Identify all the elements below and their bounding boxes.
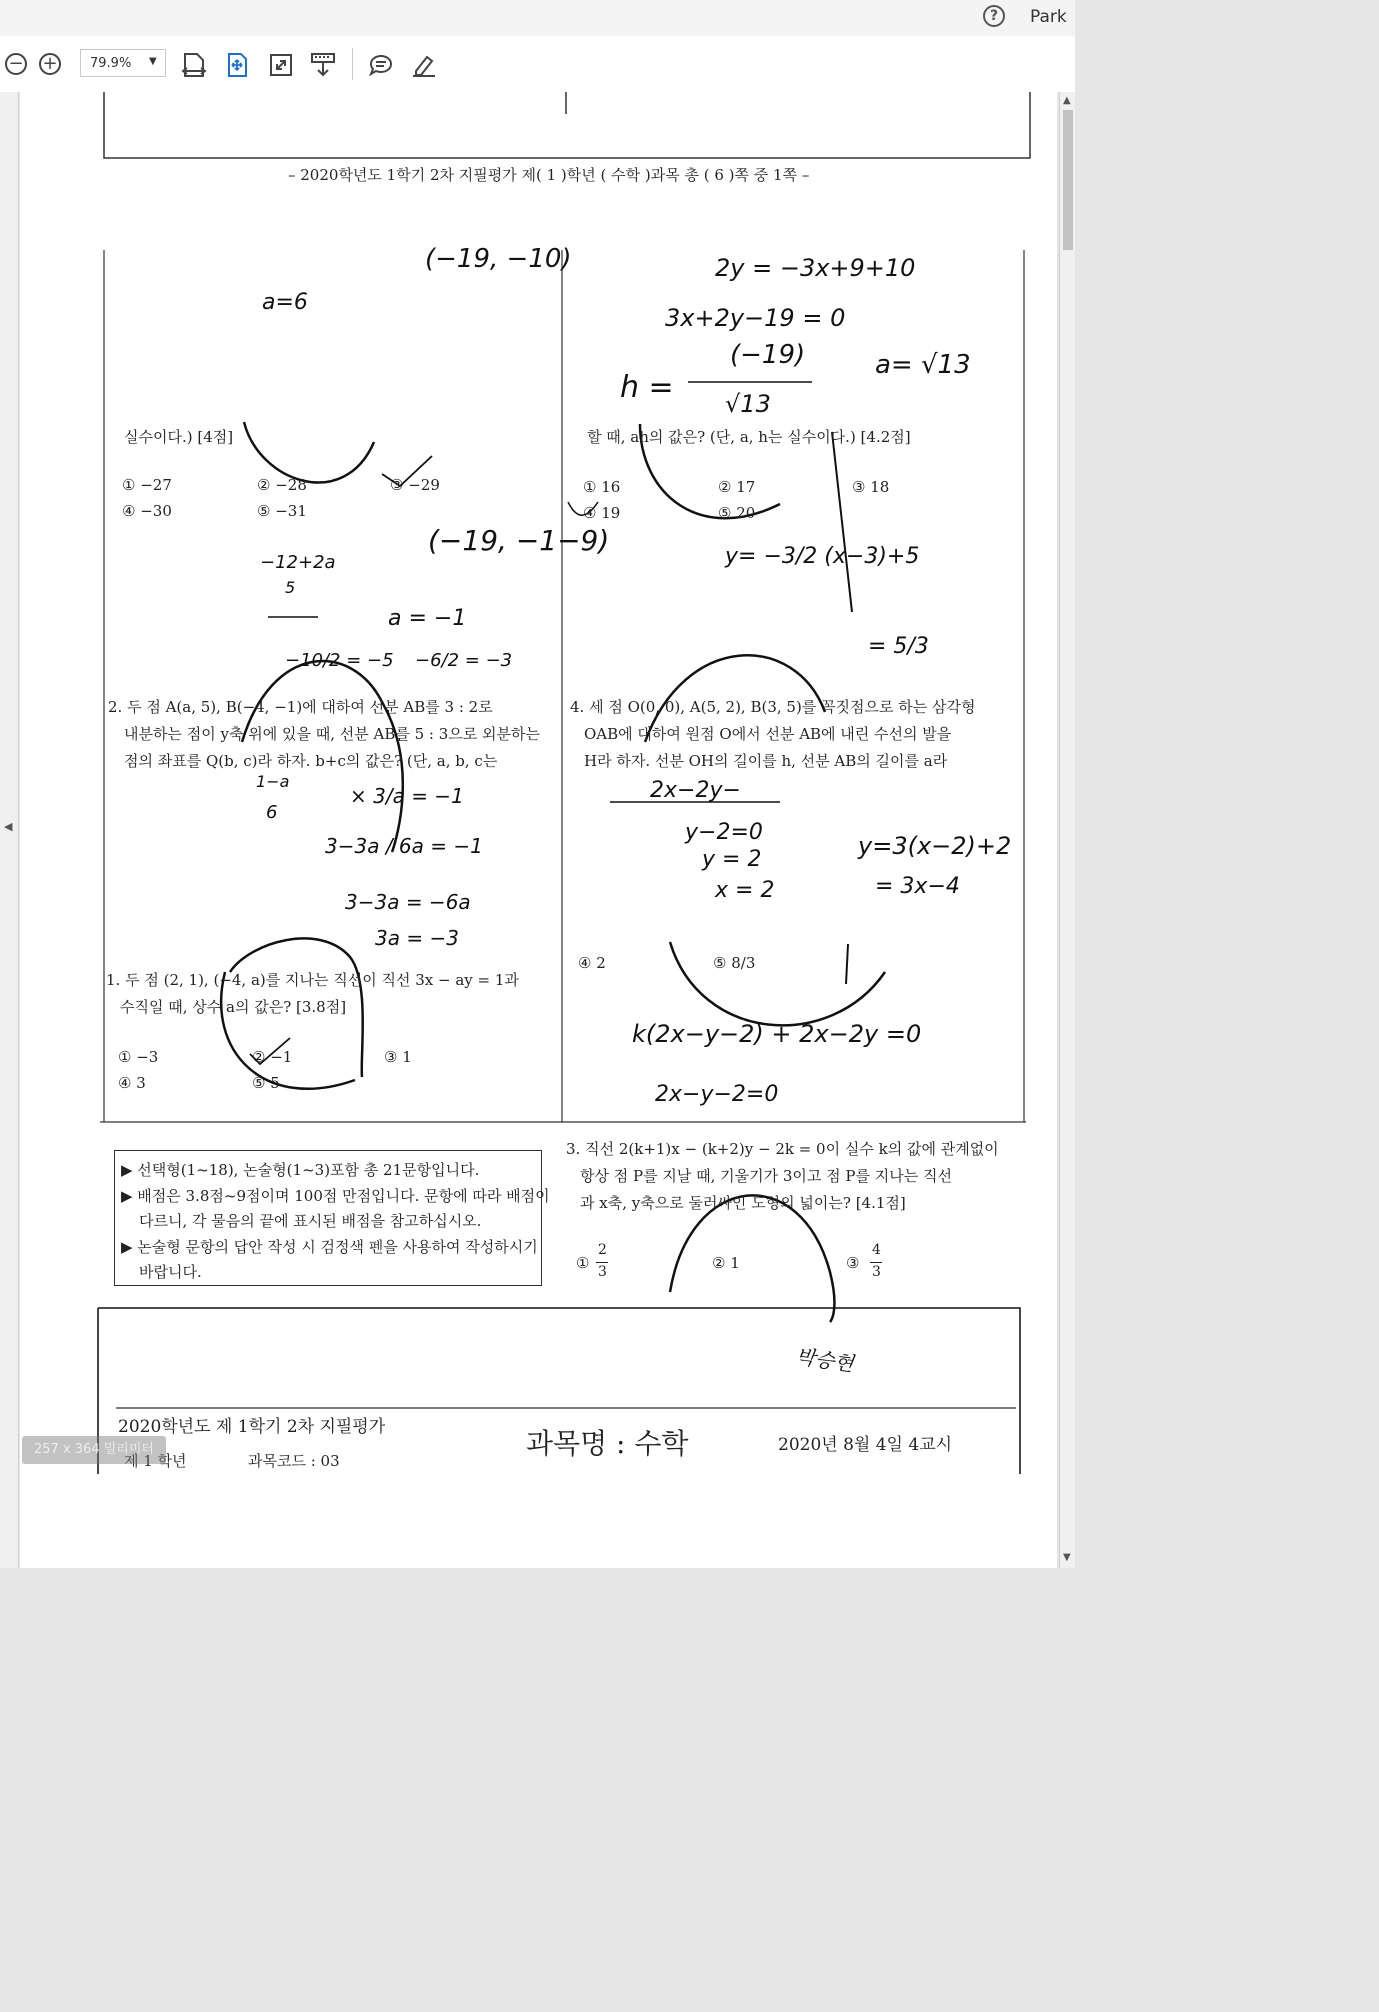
question-2-line: 2. 두 점 A(a, 5), B(−4, −1)에 대하여 선분 AB를 3 : 2로 <box>108 698 493 716</box>
handwriting: h = <box>620 370 674 405</box>
grade-label: 제 1 학년 <box>124 1452 187 1470</box>
handwriting: y= −3/2 (x−3)+5 <box>725 544 920 569</box>
choice: ② −1 <box>252 1048 293 1066</box>
handwriting: (−19, −1−9) <box>428 524 610 557</box>
handwriting: 3x+2y−19 = 0 <box>665 304 846 332</box>
question-4-line: H라 하자. 선분 OH의 길이를 h, 선분 AB의 길이를 a라 <box>584 752 948 770</box>
question-2-line: 내분하는 점이 y축 위에 있을 때, 선분 AB를 5 : 3으로 외분하는 <box>124 725 540 743</box>
zoom-out-icon[interactable]: − <box>5 53 27 75</box>
signature: 박승현 <box>794 1344 856 1376</box>
choice: ⑤ 8/3 <box>713 954 756 972</box>
handwriting: √13 <box>725 390 771 418</box>
chevron-up-icon[interactable]: ▲ <box>1063 95 1071 106</box>
handwriting: 6 <box>266 802 278 823</box>
handwriting: (−19) <box>730 340 806 370</box>
question-1-line: 1. 두 점 (2, 1), (−4, a)를 지나는 직선이 직선 3x − ay = 1과 <box>106 971 519 989</box>
handwriting: −10/2 = −5 <box>285 650 394 671</box>
choice: ② 17 <box>718 478 756 496</box>
fraction-bar <box>596 1262 608 1263</box>
handwriting: = 3x−4 <box>875 874 960 899</box>
notice-line: ▶ 선택형(1~18), 논술형(1~3)포함 총 21문항입니다. <box>121 1161 480 1179</box>
notice-line: ▶ 배점은 3.8점~9점이며 100점 만점입니다. 문항에 따라 배점이 <box>121 1187 550 1205</box>
choice: ③ <box>846 1254 860 1272</box>
choice: ② 1 <box>712 1254 740 1272</box>
choice: ② −28 <box>257 476 307 494</box>
handwriting: = 5/3 <box>868 634 929 659</box>
scrollbar-thumb[interactable] <box>1063 110 1073 250</box>
page-footer-label: – 2020학년도 1학기 2차 지필평가 제( 1 )학년 ( 수학 )과목 총 ( 6 )쪽 중 1쪽 – <box>288 166 810 184</box>
question-4-line: OAB에 대하여 원점 O에서 선분 AB에 내린 수선의 발을 <box>584 725 952 743</box>
notice-line: ▶ 논술형 문항의 답안 작성 시 검정색 펜을 사용하여 작성하시기 <box>121 1238 538 1256</box>
fraction-denominator: 3 <box>598 1264 607 1280</box>
fit-width-icon[interactable] <box>180 51 208 79</box>
chevron-down-icon: ▼ <box>149 56 157 67</box>
vertical-scrollbar[interactable] <box>1059 92 1075 1568</box>
handwriting: × 3/a = −1 <box>350 784 464 808</box>
handwriting: 3−3a = −6a <box>345 890 471 914</box>
question-circle-icon[interactable]: ? <box>983 5 1005 27</box>
fullscreen-icon[interactable] <box>267 51 295 79</box>
question-3-line: 과 x축, y축으로 둘러싸인 도형의 넓이는? [4.1점] <box>580 1194 906 1212</box>
document-viewer[interactable] <box>0 92 1075 1568</box>
choice: ④ 3 <box>118 1074 146 1092</box>
choice: ③ 1 <box>384 1048 412 1066</box>
notice-line: 바랍니다. <box>139 1263 202 1281</box>
choice: ① 16 <box>583 478 621 496</box>
handwriting: 2y = −3x+9+10 <box>715 254 916 282</box>
fraction-bar <box>870 1262 882 1263</box>
subject-name: 과목명 : 수학 <box>526 1427 689 1460</box>
subject-code: 과목코드 : 03 <box>248 1452 340 1470</box>
fraction-denominator: 3 <box>872 1264 881 1280</box>
choice: ⑤ 20 <box>718 504 756 522</box>
handwriting: y−2=0 <box>685 820 763 845</box>
choice: ③ 18 <box>852 478 890 496</box>
chevron-left-icon[interactable]: ◀ <box>4 820 13 833</box>
choice: ⑤ −31 <box>257 502 307 520</box>
handwriting: −6/2 = −3 <box>415 650 513 671</box>
left-panel-toggle[interactable] <box>0 92 19 1568</box>
handwriting: (−19, −10) <box>425 244 572 274</box>
comment-icon[interactable] <box>367 51 395 79</box>
handwriting: a = −1 <box>388 606 467 631</box>
user-name[interactable]: Park <box>1030 7 1067 27</box>
fraction-numerator: 4 <box>872 1242 881 1258</box>
handwriting: 3−3a / 6a = −1 <box>325 834 483 858</box>
select-tool-icon[interactable] <box>223 51 251 79</box>
handwriting: x = 2 <box>715 878 775 903</box>
question-3-line: 항상 점 P를 지날 때, 기울기가 3이고 점 P를 지나는 직선 <box>580 1167 952 1185</box>
choice: ① <box>576 1254 590 1272</box>
exam-date: 2020년 8월 4일 4교시 <box>778 1435 953 1455</box>
question-text: 실수이다.) [4점] <box>124 428 234 446</box>
handwriting: y=3(x−2)+2 <box>858 832 1012 860</box>
handwriting: −12+2a <box>260 552 336 573</box>
choice: ⑤ 5 <box>252 1074 280 1092</box>
choice: ④ 19 <box>583 504 621 522</box>
page-lines <box>20 92 1057 1568</box>
highlight-icon[interactable] <box>410 51 438 79</box>
pdf-page <box>20 92 1057 1568</box>
handwriting: 2x−y−2=0 <box>655 1082 779 1107</box>
choice: ① −3 <box>118 1048 159 1066</box>
question-1-line: 수직일 때, 상수 a의 값은? [3.8점] <box>120 998 347 1016</box>
handwriting: k(2x−y−2) + 2x−2y =0 <box>632 1020 922 1048</box>
choice: ④ −30 <box>122 502 172 520</box>
question-text: 할 때, ah의 값은? (단, a, h는 실수이다.) [4.2점] <box>587 428 911 446</box>
toolbar <box>0 36 1075 93</box>
chevron-down-icon[interactable]: ▼ <box>1063 1552 1071 1563</box>
zoom-value: 79.9% <box>90 56 132 71</box>
choice: ④ 2 <box>578 954 606 972</box>
handwriting: y = 2 <box>702 847 762 872</box>
handwriting: a= √13 <box>875 350 971 380</box>
handwriting: a=6 <box>262 290 308 315</box>
handwriting: 1−a <box>256 772 290 791</box>
exam-name: 2020학년도 제 1학기 2차 지필평가 <box>118 1417 386 1437</box>
choice: ③ −29 <box>390 476 440 494</box>
zoom-select[interactable] <box>80 49 166 77</box>
choice: ① −27 <box>122 476 172 494</box>
handwriting: 2x−2y− <box>650 778 741 803</box>
handwriting: 5 <box>285 578 296 597</box>
title-bar <box>0 0 1075 37</box>
question-4-line: 4. 세 점 O(0, 0), A(5, 2), B(3, 5)를 꼭짓점으로 하는 삼각형 <box>570 698 976 716</box>
notice-line: 다르니, 각 물음의 끝에 표시된 배점을 참고하십시오. <box>139 1212 482 1230</box>
toolbar-divider <box>352 48 353 80</box>
handwriting: 3a = −3 <box>375 926 459 950</box>
question-3-line: 3. 직선 2(k+1)x − (k+2)y − 2k = 0이 실수 k의 값에 관계없이 <box>566 1140 999 1158</box>
zoom-in-icon[interactable]: + <box>39 53 61 75</box>
question-2-line: 점의 좌표를 Q(b, c)라 하자. b+c의 값은? (단, a, b, c는 <box>124 752 498 770</box>
exam-notice-box <box>114 1150 550 1286</box>
scroll-mode-icon[interactable] <box>309 51 337 79</box>
fraction-numerator: 2 <box>598 1242 607 1258</box>
page-size-badge: 257 x 364 밀리미터 <box>22 1436 166 1464</box>
